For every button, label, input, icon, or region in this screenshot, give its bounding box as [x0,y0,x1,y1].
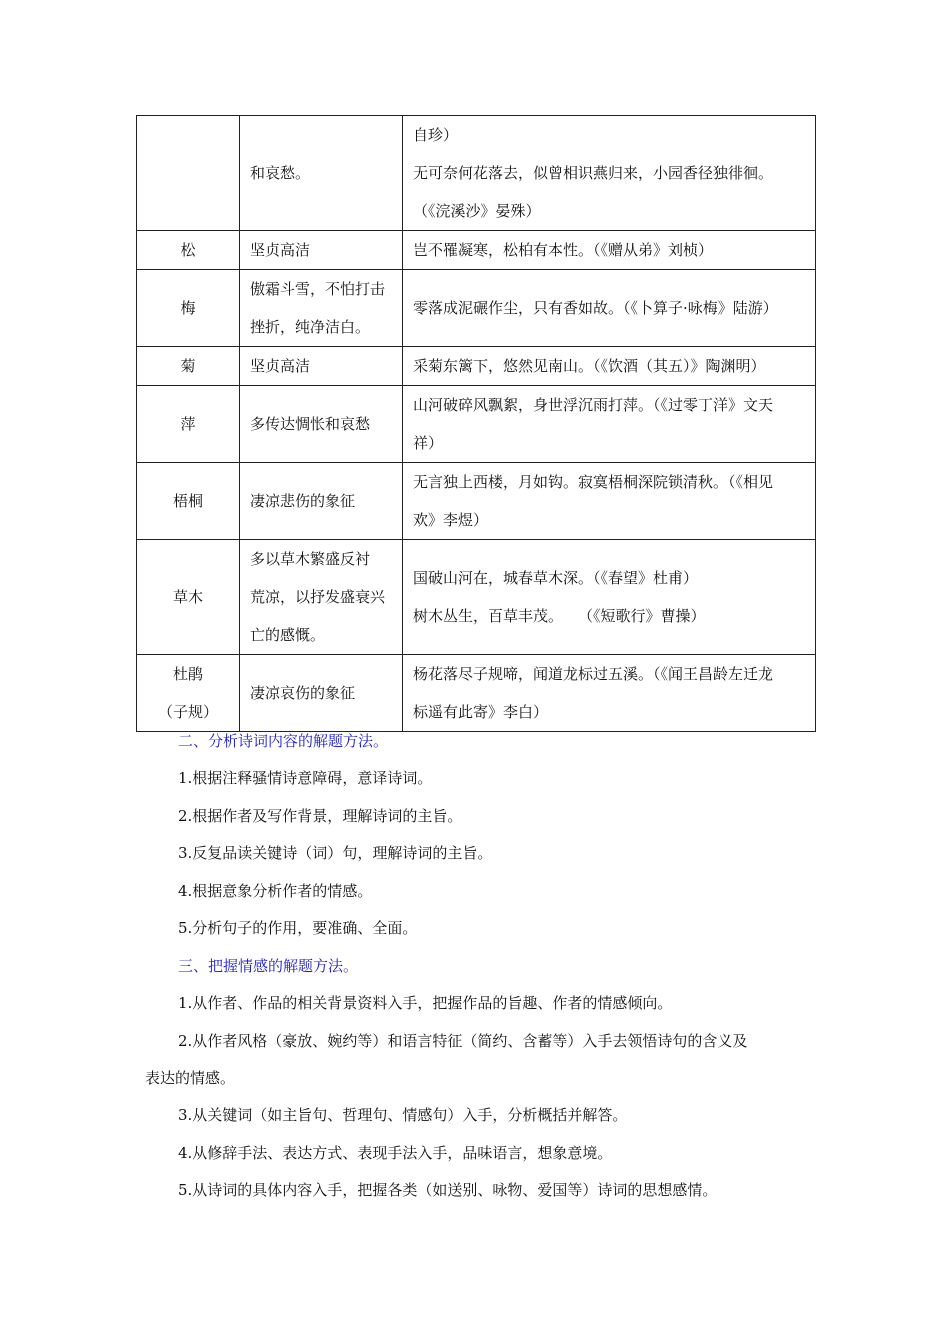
list-item: 2.根据作者及写作背景，理解诗词的主旨。 [178,807,463,825]
example-cell: 采菊东篱下，悠然见南山。（《饮酒（其五）》陶渊明） [403,347,816,386]
image-cell: 菊 [137,347,240,386]
table-row [137,655,816,732]
example-cell: 自珍） 无可奈何花落去，似曾相识燕归来，小园香径独徘徊。 （《浣溪沙》晏殊） [403,116,816,231]
image-cell: 梅 [137,270,240,347]
table-row [137,231,816,270]
example-cell: 国破山河在，城春草木深。（《春望》杜甫） 树木丛生，百草丰茂。 （《短歌行》曹操） [403,540,816,655]
image-cell: 梧桐 [137,463,240,540]
example-cell: 岂不罹凝寒，松柏有本性。（《赠从弟》刘桢） [403,231,816,270]
imagery-table [136,115,816,732]
meaning-cell: 多以草木繁盛反衬 荒凉，以抒发盛衰兴 亡的感慨。 [240,540,403,655]
list-item: 3.反复品读关键诗（词）句，理解诗词的主旨。 [178,844,493,862]
image-cell: 草木 [137,540,240,655]
image-cell: 松 [137,231,240,270]
meaning-cell: 凄凉哀伤的象征 [240,655,403,732]
meaning-cell: 傲霜斗雪，不怕打击 挫折，纯净洁白。 [240,270,403,347]
meaning-cell: 坚贞高洁 [240,231,403,270]
list-item: 3.从关键词（如主旨句、哲理句、情感句）入手，分析概括并解答。 [178,1106,628,1124]
example-cell: 杨花落尽子规啼，闻道龙标过五溪。（《闻王昌龄左迁龙 标遥有此寄》李白） [403,655,816,732]
image-cell [137,116,240,231]
section-heading: 三、把握情感的解题方法。 [178,957,359,975]
meaning-cell: 凄凉悲伤的象征 [240,463,403,540]
table-row [137,386,816,463]
meaning-cell: 多传达惆怅和哀愁 [240,386,403,463]
table-row [137,463,816,540]
table-row [137,347,816,386]
table-row [137,540,816,655]
list-item: 1.根据注释骚情诗意障碍，意译诗词。 [178,769,433,787]
example-cell: 山河破碎风飘絮，身世浮沉雨打萍。（《过零丁洋》文天 祥） [403,386,816,463]
meaning-cell: 坚贞高洁 [240,347,403,386]
list-item: 2.从作者风格（豪放、婉约等）和语言特征（简约、含蓄等）入手去领悟诗句的含义及 [178,1032,748,1050]
example-cell: 无言独上西楼，月如钩。寂寞梧桐深院锁清秋。（《相见 欢》李煜） [403,463,816,540]
meaning-cell: 和哀愁。 [240,116,403,231]
example-cell: 零落成泥碾作尘，只有香如故。（《卜算子·咏梅》陆游） [403,270,816,347]
image-cell: 杜鹃 （子规） [137,655,240,732]
image-cell: 萍 [137,386,240,463]
table-row [137,116,816,231]
list-item: 5.从诗词的具体内容入手，把握各类（如送别、咏物、爱国等）诗词的思想感情。 [178,1181,718,1199]
list-item-continuation: 表达的情感。 [145,1069,236,1087]
section-heading: 二、分析诗词内容的解题方法。 [178,732,389,750]
list-item: 1.从作者、作品的相关背景资料入手，把握作品的旨趣、作者的情感倾向。 [178,994,673,1012]
table-row [137,270,816,347]
list-item: 4.根据意象分析作者的情感。 [178,882,373,900]
list-item: 4.从修辞手法、表达方式、表现手法入手，品味语言，想象意境。 [178,1144,613,1162]
list-item: 5.分析句子的作用，要准确、全面。 [178,919,418,937]
